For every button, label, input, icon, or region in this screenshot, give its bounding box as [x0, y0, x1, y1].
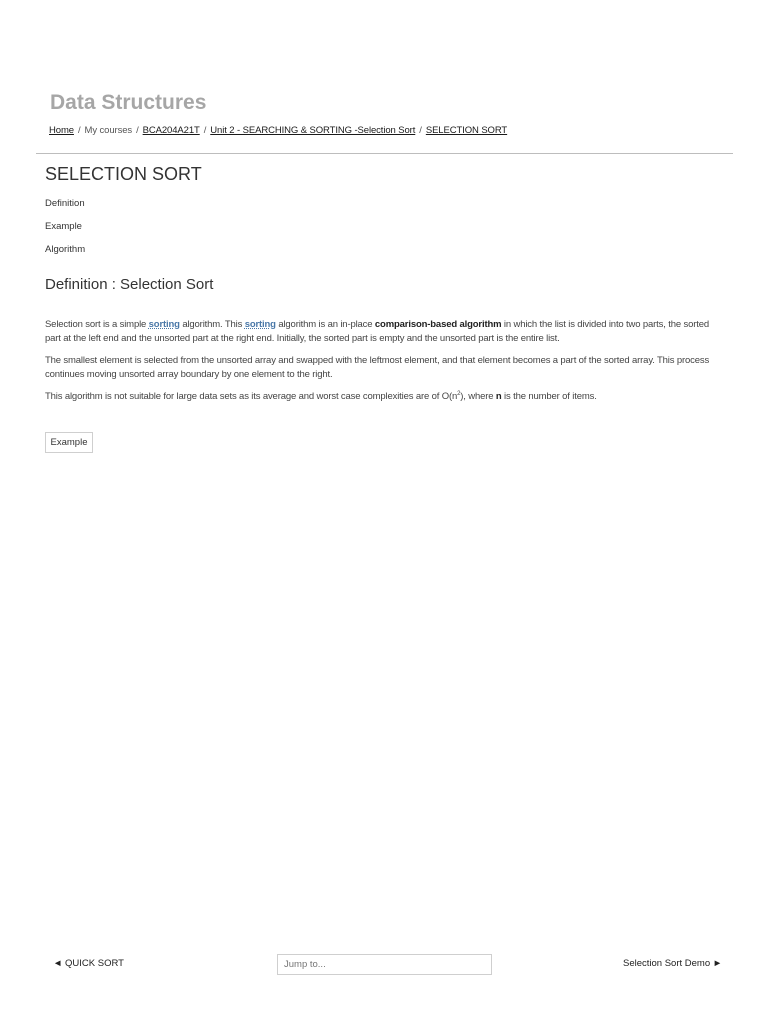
jump-to-select[interactable]	[277, 954, 492, 975]
page-title: SELECTION SORT	[45, 164, 202, 184]
text: is the number of items.	[501, 391, 597, 402]
bold-text: n	[495, 391, 502, 402]
glossary-link-sorting[interactable]: sorting	[148, 319, 180, 330]
breadcrumb-separator: /	[419, 125, 422, 136]
toc-item-example[interactable]: Example	[45, 221, 82, 232]
text: in which the list is divided into two parts, the sorted part at the left end and the unsorted part at the right end. Initially, the sorted part is empty and the unsorted part is the entire list.	[45, 319, 709, 344]
breadcrumb-separator: /	[203, 125, 207, 136]
paragraph-definition	[45, 318, 723, 345]
glossary-link-sorting[interactable]: sorting	[244, 319, 276, 330]
breadcrumb-home-link[interactable]: Home	[49, 125, 74, 136]
paragraph-process: The smallest element is selected from the unsorted array and swapped with the leftmost element, and that element becomes a part of the sorted array. This process continues moving unsorted array boundary by one element to the right.	[45, 355, 710, 380]
bold-text: comparison-based algorithm	[374, 319, 502, 330]
toc-item-definition[interactable]: Definition	[45, 198, 85, 209]
superscript: 2	[457, 390, 461, 397]
text: algorithm is an in-place	[275, 319, 375, 330]
example-button[interactable]: Example	[45, 432, 93, 453]
next-activity-link[interactable]: Selection Sort Demo ►	[623, 958, 723, 969]
text: Selection sort is a simple	[45, 319, 149, 330]
breadcrumb-current-link[interactable]: SELECTION SORT	[425, 125, 508, 136]
toc-item-algorithm[interactable]: Algorithm	[45, 244, 86, 255]
breadcrumb-my-courses: My courses	[84, 125, 133, 136]
table-of-contents	[45, 198, 85, 267]
text: This algorithm is not suitable for large data sets as its average and worst case complexities are of O(n	[45, 391, 458, 402]
breadcrumb-separator: /	[136, 125, 139, 136]
header-divider	[36, 153, 733, 154]
section-title: Definition : Selection Sort	[45, 276, 214, 293]
breadcrumb-unit-link[interactable]: Unit 2 - SEARCHING & SORTING -Selection Sort	[210, 125, 416, 136]
breadcrumb-separator: /	[77, 125, 81, 136]
breadcrumb	[49, 125, 507, 136]
breadcrumb-course-link[interactable]: BCA204A21T	[142, 125, 200, 136]
definition-content	[45, 318, 723, 413]
text: ), where	[460, 391, 496, 402]
paragraph-complexity	[45, 390, 723, 404]
previous-activity-link[interactable]: ◄ QUICK SORT	[53, 958, 124, 969]
course-title: Data Structures	[50, 91, 207, 114]
text: algorithm. This	[179, 319, 245, 330]
